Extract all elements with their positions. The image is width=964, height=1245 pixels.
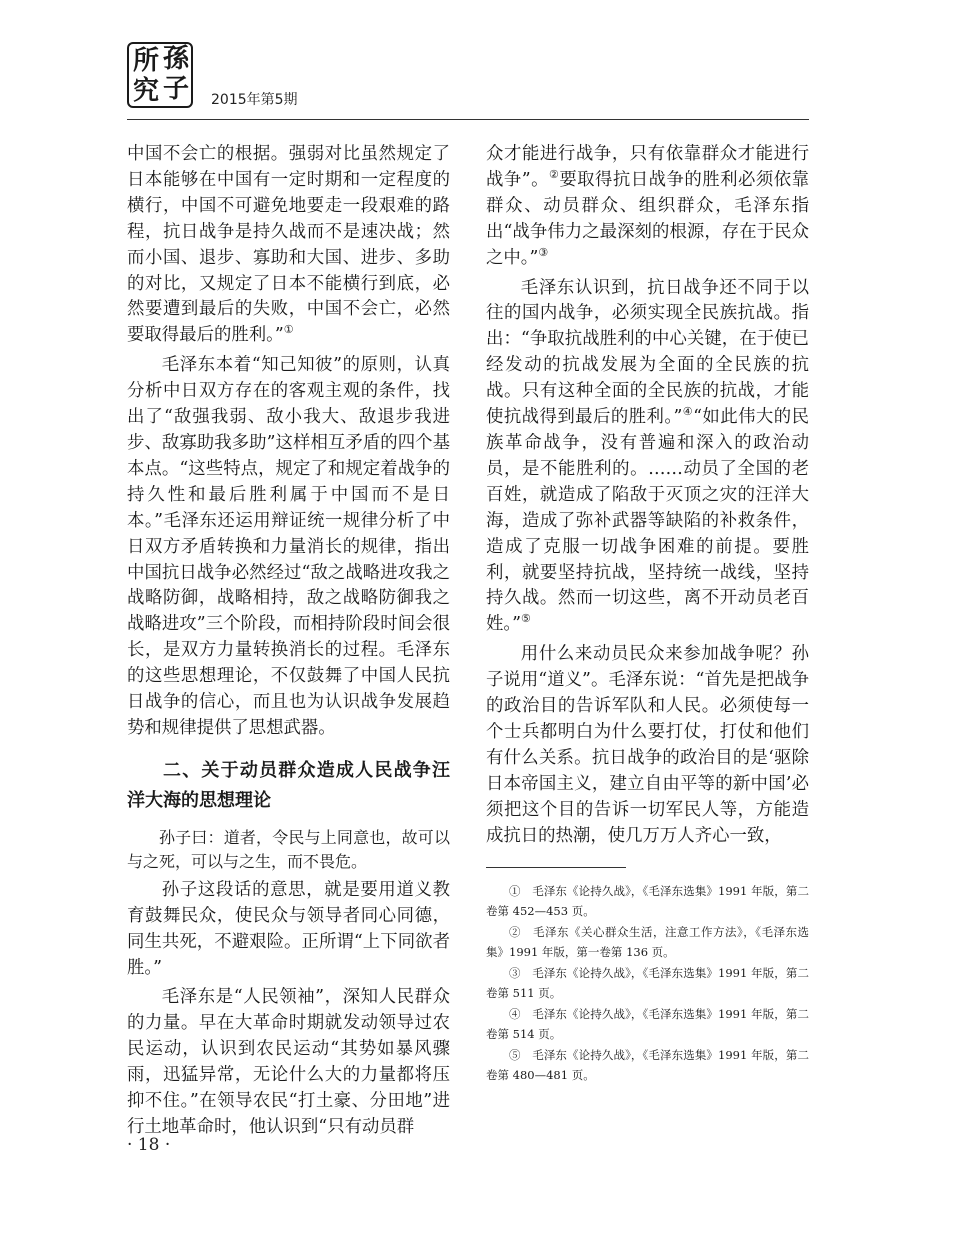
footnote-ref: ① (283, 323, 294, 337)
footnote: ② 毛泽东《关心群众生活，注意工作方法》，《毛泽东选集》1991 年版，第一卷第 136 页。 (486, 925, 809, 959)
logo-char: 究 (133, 76, 160, 106)
left-column (127, 142, 450, 1141)
footnotes (486, 881, 809, 1086)
logo-char: 所 (133, 46, 160, 76)
footnote-rule (486, 867, 626, 868)
footnote-ref: ③ (538, 245, 549, 259)
classical-quote: 孙子曰：道者，令民与上同意也，故可以与之死，可以与之生，而不畏危。 (127, 827, 450, 871)
footnote: ⑤ 毛泽东《论持久战》，《毛泽东选集》1991 年版，第二卷第 480—481 页。 (486, 1048, 809, 1082)
paragraph: 毛泽东认识到，抗日战争还不同于以往的国内战争，必须实现全民族抗战。指出：“争取抗战胜利的中心关键，在于使已经发动的抗战发展为全面的全民族的抗战。只有这种全面的全民族的抗战，才能使抗战得到最后的胜利。”④“如此伟大的民族革命战争，没有普遍和深入的政治动员，是不能胜利的。……动员了全国的老百姓，就造成了陷敌于灭顶之灾的汪洋大海，造成了弥补武器等缺陷的补救条件，造成了克服一切战争困难的前提。要胜利，就要坚持抗战，坚持统一战线，坚持持久战。然而一切这些，离不开动员老百姓。”⑤ (486, 277, 809, 635)
paragraph: 众才能进行战争，只有依靠群众才能进行战争”。②要取得抗日战争的胜利必须依靠群众、动员群众、组织群众，毛泽东指出“战争伟力之最深刻的根源，存在于民众之中。”③ (486, 144, 809, 268)
paragraph: 毛泽东是“人民领袖”，深知人民群众的力量。早在大革命时期就发动领导过农民运动，认识到农民运动“其势如暴风骤雨，迅猛异常，无论什么大的力量都将压抑不住。”在领导农民“打土豪、分田地”进行土地革命时，他认识到“只有动员群 (127, 987, 450, 1137)
page-number: · 18 · (127, 1135, 171, 1155)
footnote: ④ 毛泽东《论持久战》，《毛泽东选集》1991 年版，第二卷第 514 页。 (486, 1007, 809, 1041)
logo-char: 子 (163, 74, 190, 104)
footnote: ① 毛泽东《论持久战》，《毛泽东选集》1991 年版，第二卷第 452—453 页。 (486, 884, 809, 918)
footnote-ref: ⑤ (520, 612, 531, 626)
issue-label: 2015年第5期 (211, 92, 298, 108)
footnote-ref: ② (548, 168, 560, 182)
footnote: ③ 毛泽东《论持久战》，《毛泽东选集》1991 年版，第二卷第 511 页。 (486, 966, 809, 1000)
paragraph: 孙子这段话的意思，就是要用道义教育鼓舞民众，使民众与领导者同心同德，同生共死，不避艰险。正所谓“上下同欲者胜。” (127, 879, 450, 978)
paragraph: 用什么来动员民众来参加战争呢？孙子说用“道义”。毛泽东说：“首先是把战争的政治目的告诉军队和人民。必须使每一个士兵都明白为什么要打仗，打仗和他们有什么关系。抗日战争的政治目的是‘驱除日本帝国主义，建立自由平等的新中国’必须把这个目的告诉一切军民人等，方能造成抗日的热潮，使几万万人齐心一致， (486, 644, 809, 846)
footnote-ref: ④ (682, 405, 694, 419)
header-rule (127, 119, 809, 120)
section-heading: 二、关于动员群众造成人民战争汪洋大海的思想理论 (127, 759, 450, 811)
logo-char: 孫 (163, 44, 190, 74)
paragraph: 中国不会亡的根据。强弱对比虽然规定了日本能够在中国有一定时期和一定程度的横行，中国不可避免地要走一段艰难的路程，抗日战争是持久战而不是速决战；然而小国、退步、寡助和大国、进步、多助的对比，又规定了日本不能横行到底，必然要遭到最后的失败，中国不会亡，必然要取得最后的胜利。”① (127, 144, 450, 346)
right-column (486, 142, 809, 849)
journal-logo (127, 42, 193, 108)
paragraph: 毛泽东本着“知己知彼”的原则，认真分析中日双方存在的客观主观的条件，找出了“敌强我弱、敌小我大、敌退步我进步、敌寡助我多助”这样相互矛盾的四个基本点。“这些特点，规定了和规定着战争的持久性和最后胜利属于中国而不是日本。”毛泽东还运用辩证统一规律分析了中日双方矛盾转换和力量消长的规律，指出中国抗日战争必然经过“敌之战略进攻我之战略防御，战略相持，敌之战略防御我之战略进攻”三个阶段，而相持阶段时间会很长，是双方力量转换消长的过程。毛泽东的这些思想理论，不仅鼓舞了中国人民抗日战争的信心，而且也为认识战争发展趋势和规律提供了思想武器。 (127, 355, 450, 738)
